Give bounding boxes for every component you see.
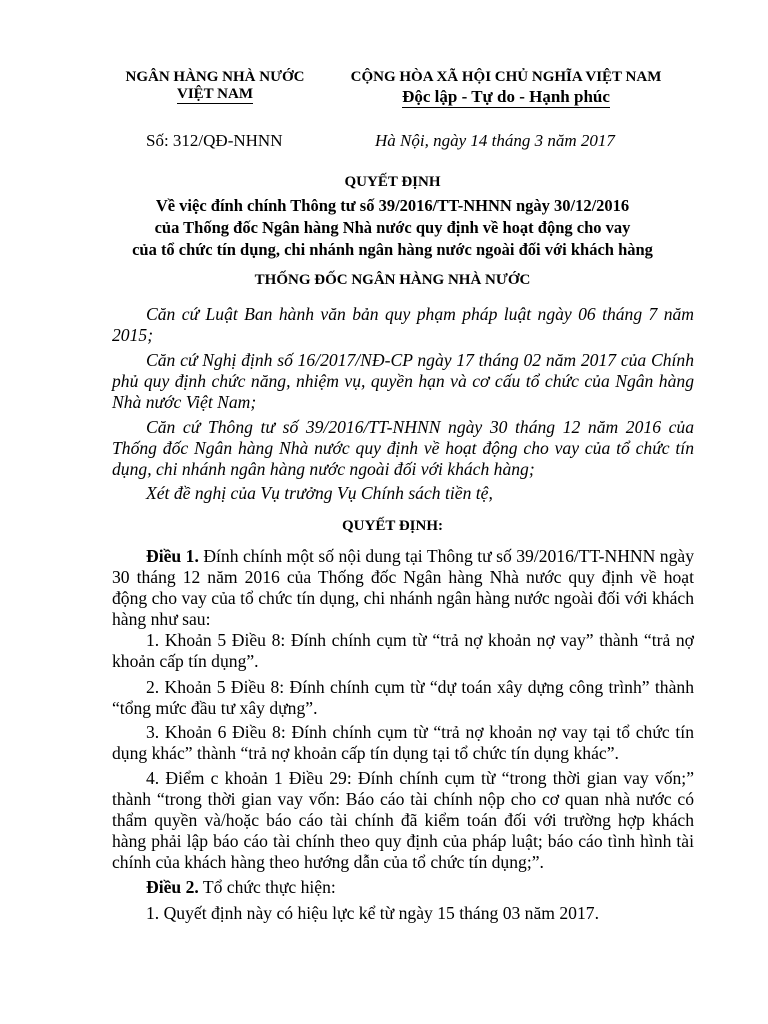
item-text: 3. Khoản 6 Điều 8: Đính chính cụm từ “trả nợ khoản nợ vay tại tổ chức tín dụng khác” thành “trả nợ khoản cấp tín dụng tại tổ chức tín dụng khác”.	[112, 722, 694, 763]
national-motto	[330, 68, 682, 108]
title-main: QUYẾT ĐỊNH	[344, 174, 441, 190]
article-1-item-1	[112, 630, 694, 672]
preamble-4	[112, 483, 694, 504]
article-1-item-3	[112, 722, 694, 764]
place-and-date: Hà Nội, ngày 14 tháng 3 năm 2017	[375, 131, 615, 150]
agency-name-line2: VIỆT NAM	[177, 86, 253, 102]
document-title	[100, 172, 685, 261]
article-2-label: Điều 2.	[146, 877, 199, 897]
agency-name-line1: NGÂN HÀNG NHÀ NƯỚC	[125, 69, 305, 85]
article-2-text: Tổ chức thực hiện:	[198, 877, 336, 897]
preamble-text: Căn cứ Nghị định số 16/2017/NĐ-CP ngày 17 tháng 02 năm 2017 của Chính phủ quy định chức năng, nhiệm vụ, quyền hạn và cơ cấu tổ chức của Ngân hàng Nhà nước Việt Nam;	[112, 350, 694, 412]
title-subject-line2: của Thống đốc Ngân hàng Nhà nước quy định về hoạt động cho vay	[154, 218, 631, 237]
preamble-3	[112, 417, 694, 480]
governor-heading: THỐNG ĐỐC NGÂN HÀNG NHÀ NƯỚC	[254, 272, 531, 288]
preamble-text: Căn cứ Luật Ban hành văn bản quy phạm pháp luật ngày 06 tháng 7 năm 2015;	[112, 304, 694, 345]
title-subject-line3: của tổ chức tín dụng, chi nhánh ngân hàng nước ngoài đối với khách hàng	[132, 240, 653, 259]
issuing-agency	[112, 68, 318, 104]
document-number: Số: 312/QĐ-NHNN	[146, 131, 283, 150]
article-2-intro	[112, 877, 694, 898]
preamble-text: Xét đề nghị của Vụ trưởng Vụ Chính sách tiền tệ,	[146, 483, 493, 503]
article-2	[112, 877, 694, 898]
article-1-label: Điều 1.	[146, 546, 199, 566]
item-text: 1. Khoản 5 Điều 8: Đính chính cụm từ “trả nợ khoản nợ vay” thành “trả nợ khoản cấp tín dụng”.	[112, 630, 694, 671]
item-text: 2. Khoản 5 Điều 8: Đính chính cụm từ “dự toán xây dựng công trình” thành “tổng mức đầu tư xây dựng”.	[112, 677, 694, 718]
item-text: 4. Điểm c khoản 1 Điều 29: Đính chính cụm từ “trong thời gian vay vốn;” thành “trong thời gian vay vốn: Báo cáo tài chính nộp cho cơ quan nhà nước có thẩm quyền và/hoặc báo cáo tài chính đã kiểm toán đối với trường hợp khách hàng phải lập báo cáo tài chính theo quy định của pháp luật; báo cáo tình hình tài chính của khách hàng theo hướng dẫn của tổ chức tín dụng;”.	[112, 768, 694, 872]
nation-name: CỘNG HÒA XÃ HỘI CHỦ NGHĨA VIỆT NAM	[350, 69, 662, 85]
preamble-2	[112, 350, 694, 413]
motto: Độc lập - Tự do - Hạnh phúc	[402, 87, 610, 106]
title-subject-line1: Về việc đính chính Thông tư số 39/2016/TT-NHNN ngày 30/12/2016	[155, 196, 630, 215]
article-1	[112, 546, 694, 630]
article-1-item-2	[112, 677, 694, 719]
article-1-text: Đính chính một số nội dung tại Thông tư số 39/2016/TT-NHNN ngày 30 tháng 12 năm 2016 của Thống đốc Ngân hàng Nhà nước quy định về hoạt động cho vay của tổ chức tín dụng, chi nhánh ngân hàng nước ngoài đối với khách hàng như sau:	[112, 546, 695, 629]
article-2-item-1	[112, 903, 694, 924]
preamble-text: Căn cứ Thông tư số 39/2016/TT-NHNN ngày 30 tháng 12 năm 2016 của Thống đốc Ngân hàng Nhà nước quy định về hoạt động cho vay của tổ chức tín dụng, chi nhánh ngân hàng nước ngoài đối với khách hàng;	[112, 417, 694, 479]
article-1-intro	[112, 546, 694, 630]
preamble-1	[112, 304, 694, 346]
item-text: 1. Quyết định này có hiệu lực kể từ ngày 15 tháng 03 năm 2017.	[146, 903, 599, 923]
article-1-item-4	[112, 768, 694, 873]
decision-heading: QUYẾT ĐỊNH:	[342, 518, 443, 534]
